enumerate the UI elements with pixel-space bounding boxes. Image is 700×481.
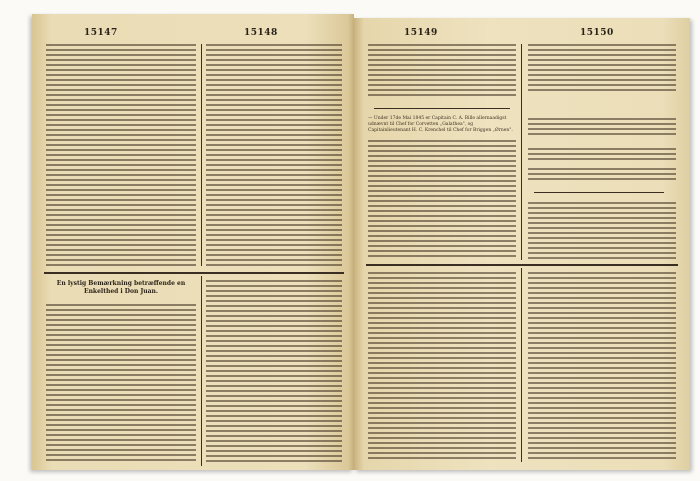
section-rule <box>534 192 664 193</box>
text-column <box>528 202 676 260</box>
right-page <box>354 18 690 470</box>
section-rule <box>374 108 510 109</box>
page-number: 15149 <box>404 28 438 38</box>
column-divider <box>201 44 202 266</box>
text-column <box>46 304 196 464</box>
text-column <box>368 140 516 258</box>
column-divider <box>201 276 202 466</box>
page-number: 15147 <box>84 28 118 38</box>
notice-text: — Under 17de Mai 1845 er Capitain C. A. Bille allernaadigst udnævnt til Chef for Corvetten „Galathea", og Capitainlieutenant H. C. Krenchel til Chef for Briggen „Ørnen". <box>368 116 513 133</box>
text-column <box>528 148 676 162</box>
text-column <box>206 280 342 464</box>
left-page <box>32 14 354 470</box>
text-column <box>206 44 342 266</box>
text-column <box>368 272 516 462</box>
article-heading: En lystig Bemærkning betræffende en Enkelthed i Don Juan. <box>56 280 186 295</box>
text-column <box>368 44 516 99</box>
section-rule <box>366 264 678 266</box>
text-column <box>528 44 676 94</box>
column-divider <box>521 268 522 462</box>
page-number: 15148 <box>244 28 278 38</box>
text-column <box>528 118 676 138</box>
page-number: 15150 <box>580 28 614 38</box>
text-column <box>528 272 676 462</box>
column-divider <box>521 44 522 260</box>
text-column <box>46 44 196 266</box>
text-column <box>528 168 676 182</box>
section-rule <box>44 272 344 274</box>
